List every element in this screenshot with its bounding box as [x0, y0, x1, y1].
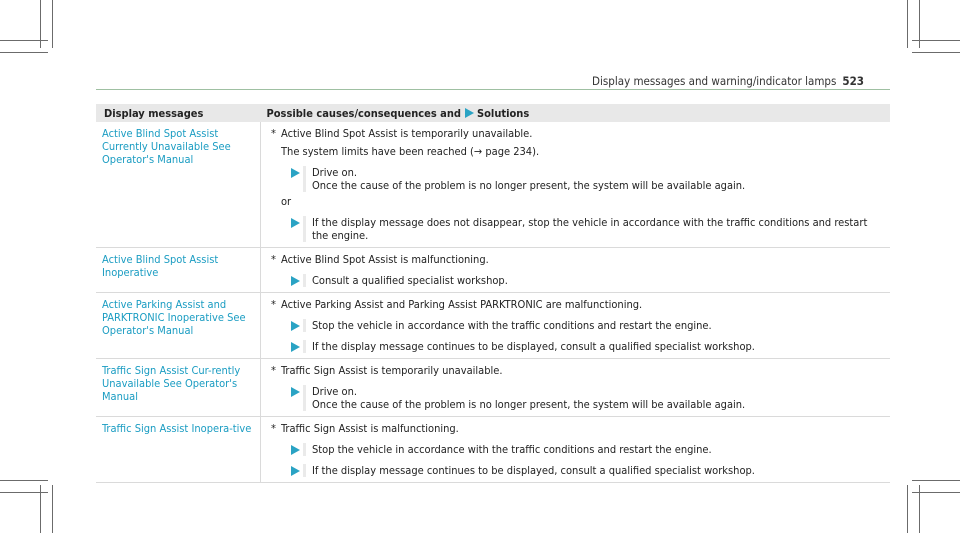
col-header-solutions-text: Solutions	[477, 106, 530, 120]
solution-step	[289, 274, 884, 287]
cause	[267, 298, 884, 311]
page-header	[0, 0, 960, 90]
cause-and-solution	[261, 293, 891, 359]
cause	[267, 422, 884, 435]
step-text: Stop the vehicle in accordance with the traffic conditions and restart the engine.	[303, 319, 712, 332]
bullet-asterisk: *	[271, 253, 276, 266]
page-number: 523	[842, 74, 864, 88]
display-message: Active Blind Spot Assist Inoperative	[96, 248, 261, 293]
cause	[267, 253, 884, 266]
solution-step	[289, 319, 884, 332]
bullet-asterisk: *	[271, 298, 276, 311]
table-header-row	[96, 104, 890, 122]
solution-step	[289, 464, 884, 477]
cause-text: Active Blind Spot Assist is temporarily unavailable.	[281, 127, 533, 140]
bullet-asterisk: *	[271, 364, 276, 377]
col-header-causes-text: Possible causes/consequences and	[266, 106, 461, 120]
running-title-text: Display messages and warning/indicator lamps	[592, 74, 837, 88]
step-arrow-icon	[289, 216, 303, 242]
header-rule	[96, 89, 890, 90]
step-text: If the display message continues to be displayed, consult a qualified specialist workshop.	[303, 464, 755, 477]
cause-text: Traffic Sign Assist is temporarily unavailable.	[281, 364, 503, 377]
solution-arrow-icon	[465, 108, 474, 118]
table-row	[96, 122, 890, 248]
step-text: Stop the vehicle in accordance with the traffic conditions and restart the engine.	[303, 443, 712, 456]
bullet-asterisk: *	[271, 127, 276, 140]
bullet-asterisk: *	[271, 422, 276, 435]
step-text: Consult a qualified specialist workshop.	[303, 274, 508, 287]
solution-step	[289, 385, 884, 411]
cause-text: Traffic Sign Assist is malfunctioning.	[281, 422, 459, 435]
col-header-solutions	[261, 104, 891, 122]
cause-text: Active Blind Spot Assist is malfunctioning.	[281, 253, 489, 266]
cause-note: The system limits have been reached (→ page 234).	[281, 145, 540, 158]
step-arrow-icon	[289, 385, 303, 411]
running-title	[592, 74, 864, 88]
table-row	[96, 417, 890, 483]
table-row	[96, 248, 890, 293]
step-arrow-icon	[289, 443, 303, 456]
solution-step	[289, 216, 884, 242]
cause-and-solution	[261, 359, 891, 417]
cause-and-solution	[261, 122, 891, 248]
table-row	[96, 293, 890, 359]
solution-step	[289, 443, 884, 456]
step-text: If the display message continues to be displayed, consult a qualified specialist workshop.	[303, 340, 755, 353]
step-arrow-icon	[289, 166, 303, 192]
col-header-display-messages: Display messages	[96, 104, 261, 122]
step-arrow-icon	[289, 274, 303, 287]
cause-and-solution	[261, 248, 891, 293]
display-message: Active Parking Assist and PARKTRONIC Inoperative See Operator's Manual	[96, 293, 261, 359]
step-arrow-icon	[289, 319, 303, 332]
cause-text: Active Parking Assist and Parking Assist PARKTRONIC are malfunctioning.	[281, 298, 643, 311]
display-message: Traffic Sign Assist Cur-rently Unavailable See Operator's Manual	[96, 359, 261, 417]
step-text: Drive on. Once the cause of the problem is no longer present, the system will be available again.	[303, 385, 745, 411]
or-separator: or	[281, 195, 292, 208]
step-text: Drive on. Once the cause of the problem is no longer present, the system will be available again.	[303, 166, 745, 192]
display-message: Active Blind Spot Assist Currently Unavailable See Operator's Manual	[96, 122, 261, 248]
step-text: If the display message does not disappear, stop the vehicle in accordance with the traffic conditions and restart the engine.	[303, 216, 884, 242]
cause	[267, 127, 884, 140]
display-message: Traffic Sign Assist Inopera-tive	[96, 417, 261, 483]
solution-step	[289, 166, 884, 192]
solution-step	[289, 340, 884, 353]
display-messages-table	[96, 104, 890, 483]
cause-and-solution	[261, 417, 891, 483]
step-arrow-icon	[289, 340, 303, 353]
table-row	[96, 359, 890, 417]
cause	[267, 364, 884, 377]
step-arrow-icon	[289, 464, 303, 477]
